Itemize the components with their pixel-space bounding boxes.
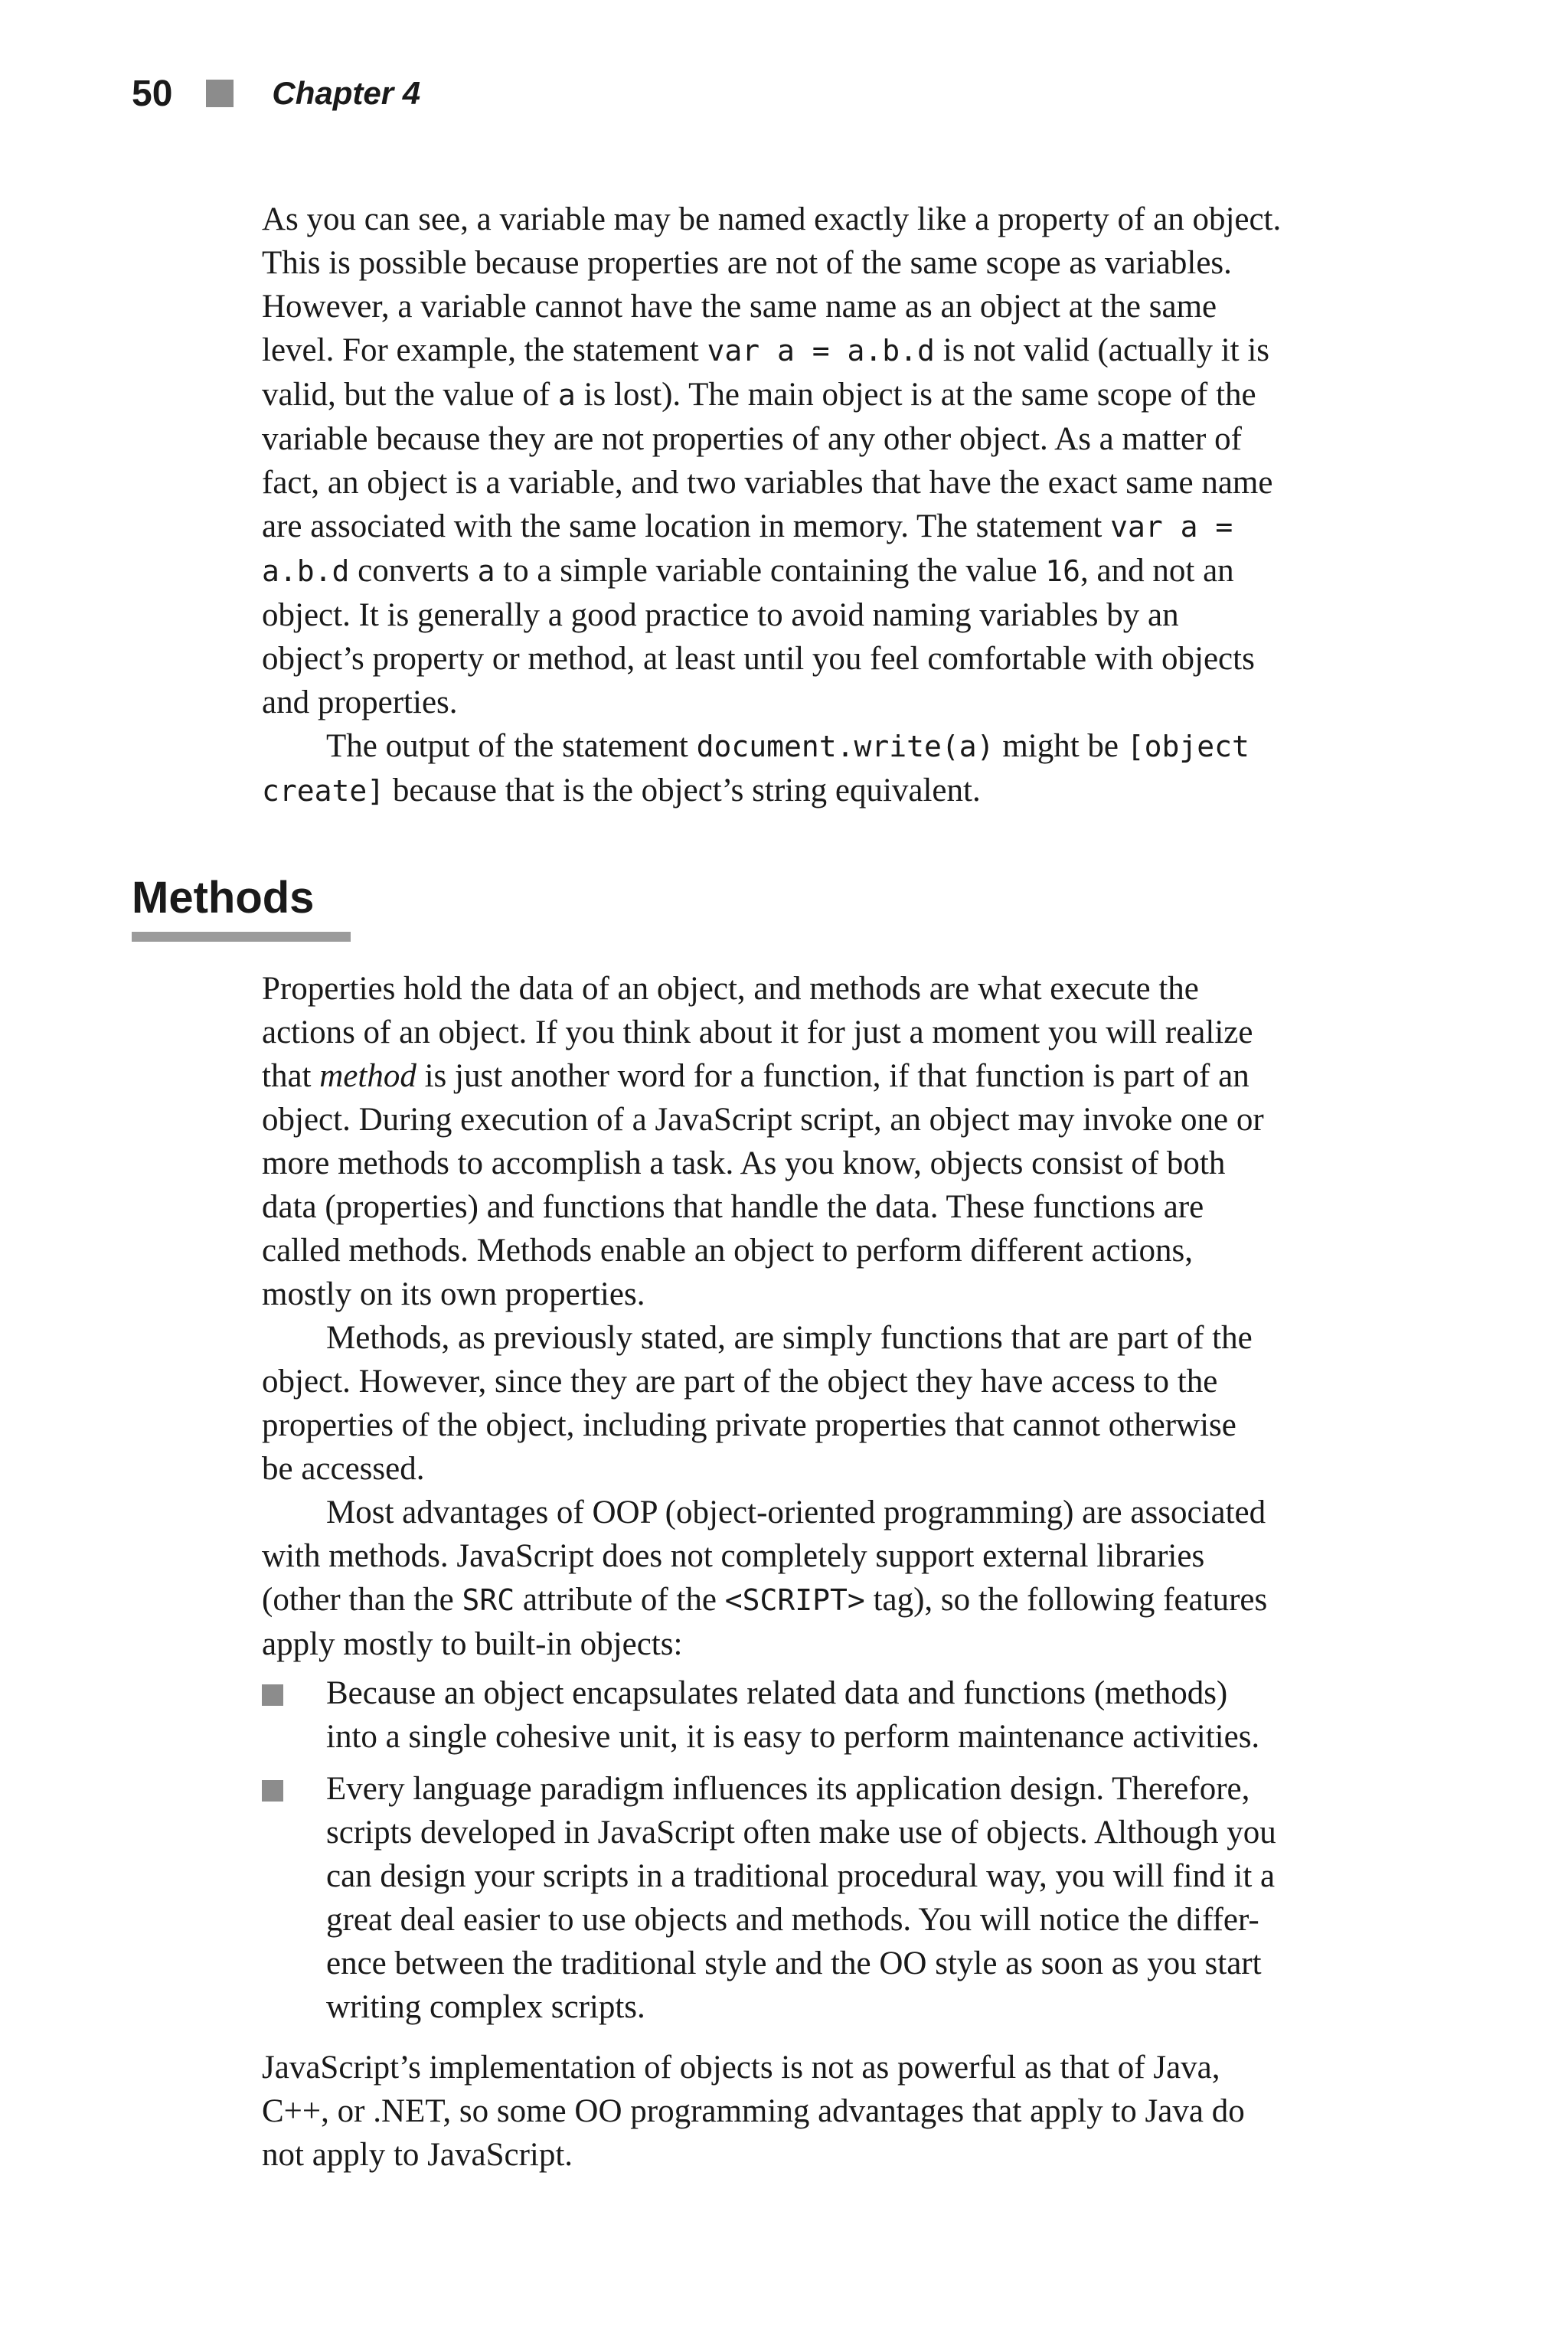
text-line: properties of the object, including private properties that cannot otherwise bbox=[262, 1407, 1236, 1443]
text-line: Because an object encapsulates related data and functions (methods) bbox=[326, 1675, 1228, 1711]
inline-code: a bbox=[477, 554, 495, 588]
text-line: be accessed. bbox=[262, 1451, 425, 1487]
text-line: As you can see, a variable may be named exactly like a property of an object. bbox=[262, 201, 1282, 237]
page-header bbox=[132, 70, 420, 116]
inline-code: [object bbox=[1126, 730, 1250, 763]
text-line: actions of an object. If you think about it for just a moment you will realize bbox=[262, 1014, 1253, 1050]
text-line: object. However, since they are part of the object they have access to the bbox=[262, 1364, 1218, 1400]
inline-code: document.write(a) bbox=[696, 730, 995, 763]
text-line: object. It is generally a good practice to avoid naming variables by an bbox=[262, 597, 1179, 633]
text-line: Most advantages of OOP (object-oriented programming) are associated bbox=[326, 1494, 1266, 1530]
bullet-list bbox=[262, 1671, 1456, 2029]
text-line: level. For example, the statement var a = a.b.d is not valid (actually it is bbox=[262, 332, 1270, 368]
text-line: into a single cohesive unit, it is easy to perform maintenance activities. bbox=[326, 1719, 1260, 1755]
text-line: ence between the traditional style and the OO style as soon as you start bbox=[326, 1945, 1262, 1981]
text-line: Properties hold the data of an object, and methods are what execute the bbox=[262, 971, 1199, 1007]
text-line: object. During execution of a JavaScript script, an object may invoke one or bbox=[262, 1102, 1264, 1138]
bullet-text bbox=[326, 1767, 1456, 2029]
text-line: The output of the statement document.write(a) might be [object bbox=[326, 728, 1250, 764]
text-line: mostly on its own properties. bbox=[262, 1276, 645, 1312]
methods-paragraphs bbox=[262, 967, 1441, 1666]
inline-code: 16 bbox=[1045, 554, 1081, 588]
bullet-item bbox=[262, 1671, 1456, 1759]
inline-code: <SCRIPT> bbox=[724, 1583, 865, 1617]
inline-code: var a = a.b.d bbox=[707, 334, 935, 368]
closing-paragraph bbox=[262, 2046, 1441, 2177]
text-line: called methods. Methods enable an object to perform different actions, bbox=[262, 1233, 1193, 1269]
emphasis: method bbox=[319, 1058, 416, 1094]
intro-paragraphs bbox=[262, 198, 1441, 813]
text-line: scripts developed in JavaScript often make use of objects. Although you bbox=[326, 1815, 1276, 1851]
section-heading: Methods bbox=[132, 873, 315, 923]
bullet-square-icon bbox=[262, 1780, 283, 1802]
text-line: more methods to accomplish a task. As you know, objects consist of both bbox=[262, 1145, 1226, 1181]
text-line: However, a variable cannot have the same name as an object at the same bbox=[262, 289, 1217, 325]
bullet-item bbox=[262, 1767, 1456, 2029]
text-line: This is possible because properties are not of the same scope as variables. bbox=[262, 245, 1232, 281]
text-line: create] because that is the object’s string equivalent. bbox=[262, 773, 981, 808]
text-line: JavaScript’s implementation of objects is not as powerful as that of Java, bbox=[262, 2050, 1220, 2086]
text-line: can design your scripts in a traditional procedural way, you will find it a bbox=[326, 1858, 1276, 1894]
text-line: are associated with the same location in memory. The statement var a = bbox=[262, 508, 1233, 544]
text-line: data (properties) and functions that handle the data. These functions are bbox=[262, 1189, 1204, 1225]
inline-code: create] bbox=[262, 774, 385, 808]
inline-code: a bbox=[557, 378, 576, 412]
text-line: valid, but the value of a is lost). The main object is at the same scope of the bbox=[262, 377, 1256, 413]
bullet-text bbox=[326, 1671, 1456, 1759]
text-line: and properties. bbox=[262, 684, 458, 720]
text-line: writing complex scripts. bbox=[326, 1989, 645, 2025]
text-line: a.b.d converts a to a simple variable containing the value 16, and not an bbox=[262, 553, 1234, 589]
section-heading-rule bbox=[132, 932, 351, 942]
header-square-icon bbox=[206, 80, 234, 107]
page-number: 50 bbox=[132, 73, 173, 114]
text-line: with methods. JavaScript does not completely support external libraries bbox=[262, 1538, 1205, 1574]
text-line: (other than the SRC attribute of the <SCRIPT> tag), so the following features bbox=[262, 1582, 1268, 1618]
text-line: great deal easier to use objects and methods. You will notice the differ- bbox=[326, 1902, 1259, 1938]
text-line: fact, an object is a variable, and two variables that have the exact same name bbox=[262, 465, 1273, 501]
text-line: object’s property or method, at least until you feel comfortable with objects bbox=[262, 641, 1255, 677]
text-line: Every language paradigm influences its application design. Therefore, bbox=[326, 1771, 1250, 1807]
inline-code: a.b.d bbox=[262, 554, 350, 588]
text-line: Methods, as previously stated, are simply functions that are part of the bbox=[326, 1320, 1253, 1356]
text-line: variable because they are not properties of any other object. As a matter of bbox=[262, 421, 1242, 457]
bullet-square-icon bbox=[262, 1684, 283, 1706]
inline-code: var a = bbox=[1110, 510, 1233, 544]
inline-code: SRC bbox=[462, 1583, 515, 1617]
text-line: apply mostly to built-in objects: bbox=[262, 1626, 683, 1662]
text-line: not apply to JavaScript. bbox=[262, 2137, 573, 2173]
text-line: C++, or .NET, so some OO programming advantages that apply to Java do bbox=[262, 2093, 1245, 2129]
chapter-label: Chapter 4 bbox=[272, 75, 421, 111]
text-line: that method is just another word for a function, if that function is part of an bbox=[262, 1058, 1250, 1094]
